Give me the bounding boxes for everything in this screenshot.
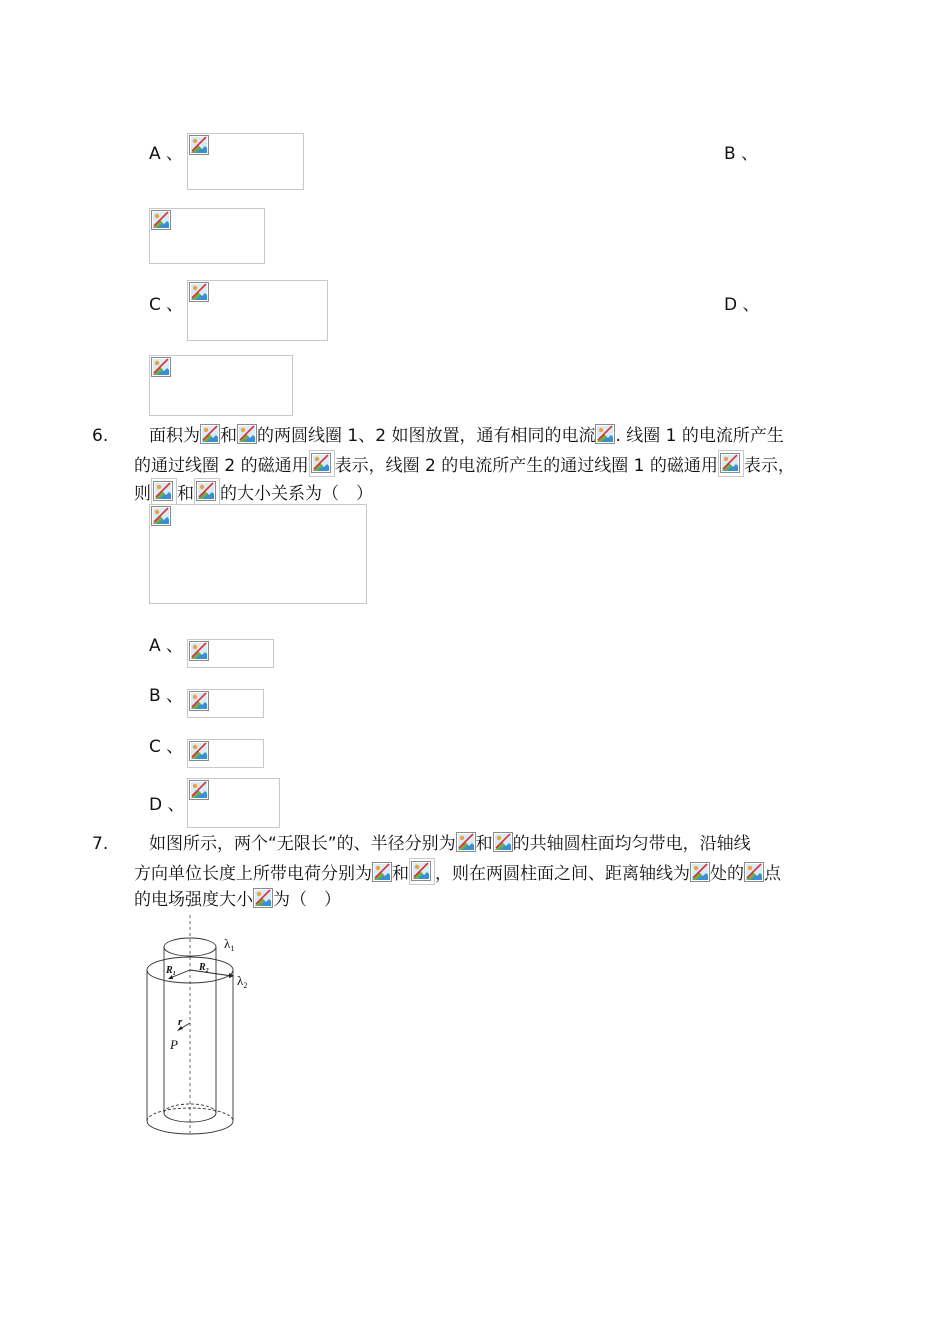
lambda-1-label: $\lambda_1$ (224, 936, 235, 953)
lambda-2-label: $\lambda_2$ (237, 973, 248, 990)
broken-image-icon (744, 862, 764, 882)
q6-option-d-image (187, 778, 280, 828)
q6-option-a-image (187, 639, 274, 668)
r2-label: $R_2$ (199, 962, 209, 974)
broken-image-icon (189, 282, 209, 302)
q5-option-c-image (187, 280, 328, 341)
q6-option-c-image (187, 739, 264, 768)
broken-image-icon (151, 506, 171, 526)
point-p-label: P (170, 1037, 178, 1052)
broken-image-icon (151, 478, 177, 505)
broken-image-icon (151, 357, 171, 377)
question-7-line-3: 的电场强度大小 为（ ） (134, 890, 341, 910)
q6-option-c-label: C 、 (149, 737, 184, 757)
broken-image-icon (456, 832, 476, 852)
question-7-line-1: 如图所示，两个“无限长”的、半径分别为 和 的共轴圆柱面均匀带电，沿轴线 (149, 834, 751, 854)
broken-image-icon (309, 450, 335, 477)
q5-option-d-label: D 、 (724, 295, 760, 315)
broken-image-icon (189, 641, 209, 661)
broken-image-icon (189, 135, 209, 155)
broken-image-icon (595, 424, 615, 444)
q5-option-b-label: B 、 (724, 144, 759, 164)
question-6-line-3: 则 和 的大小关系为（ ） (134, 478, 373, 508)
question-6-number: 6. (92, 426, 109, 446)
q6-option-a-label: A 、 (149, 636, 184, 656)
coaxial-cylinders-figure (140, 915, 270, 1140)
q5-option-c-label: C 、 (149, 295, 184, 315)
broken-image-icon (718, 450, 744, 477)
broken-image-icon (253, 888, 273, 908)
q5-option-b-image (149, 208, 265, 264)
question-6-figure (149, 504, 367, 604)
q6-option-d-label: D 、 (149, 795, 185, 815)
question-6-line-1: 面积为 和 的两圆线圈 1、2 如图放置，通有相同的电流 . 线圈 1 的电流所产生 (149, 426, 784, 446)
broken-image-icon (194, 478, 220, 505)
question-6-line-2: 的通过线圈 2 的磁通用 表示，线圈 2 的电流所产生的通过线圈 1 的磁通用 表示， (134, 450, 795, 480)
broken-image-icon (237, 424, 257, 444)
broken-image-icon (493, 832, 513, 852)
q6-option-b-label: B 、 (149, 686, 184, 706)
question-7-number: 7. (92, 834, 109, 854)
broken-image-icon (189, 780, 209, 800)
broken-image-icon (151, 210, 171, 230)
broken-image-icon (200, 424, 220, 444)
q5-option-a-label: A 、 (149, 144, 184, 164)
q5-option-a-image (187, 133, 304, 190)
broken-image-icon (189, 741, 209, 761)
question-7-line-2: 方向单位长度上所带电荷分别为 和 ，则在两圆柱面之间、距离轴线为 处的 点 (134, 858, 781, 888)
broken-image-icon (690, 862, 710, 882)
broken-image-icon (372, 862, 392, 882)
r1-label: $R_1$ (166, 965, 176, 977)
r-label: r (178, 1016, 183, 1028)
q5-option-d-image (149, 355, 293, 416)
broken-image-icon (409, 858, 435, 885)
broken-image-icon (189, 691, 209, 711)
q6-option-b-image (187, 689, 264, 718)
